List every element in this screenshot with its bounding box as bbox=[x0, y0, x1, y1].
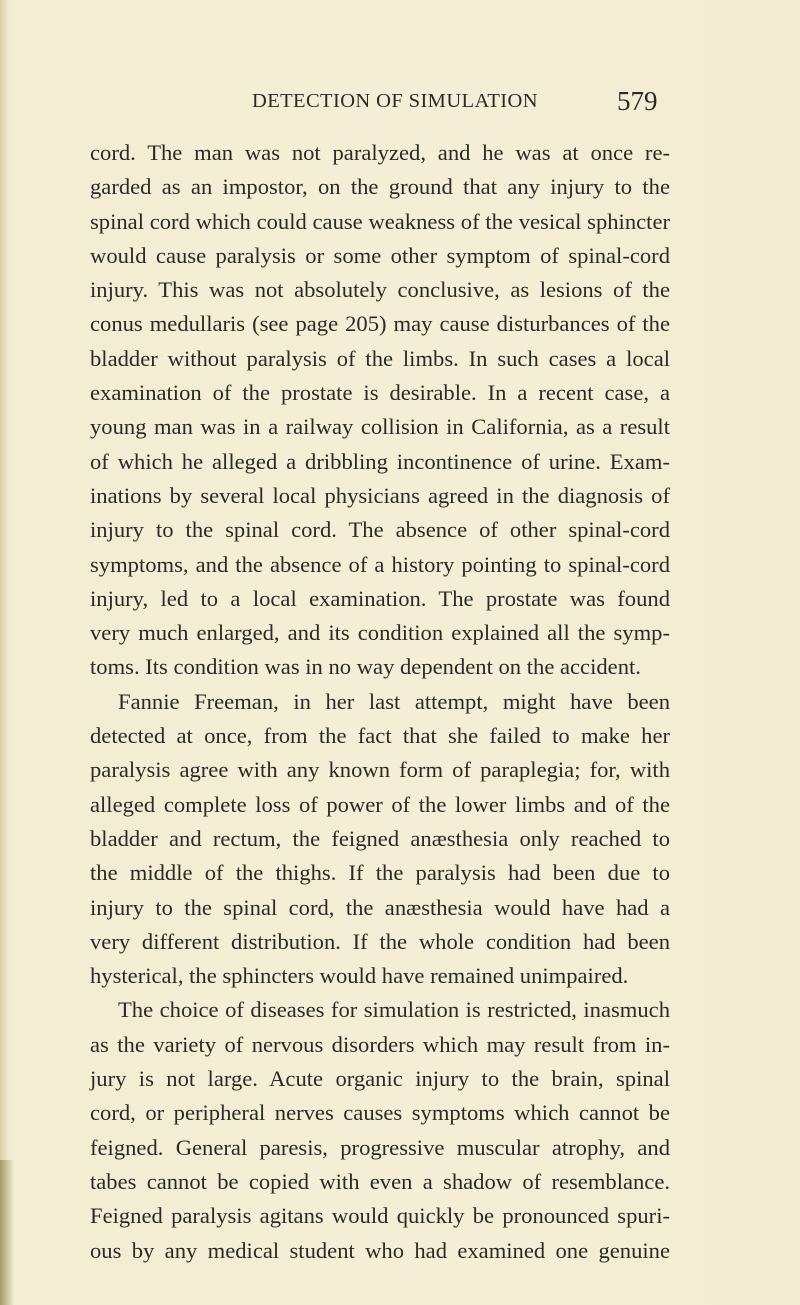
text-line: very different distribution. If the whole condition had been bbox=[90, 928, 670, 954]
text-line: detected at once, from the fact that she failed to make her bbox=[90, 723, 670, 749]
text-line: examination of the prostate is desirable. In a recent case, a bbox=[90, 380, 670, 406]
text-line: toms. Its condition was in no way dependent on the accident. bbox=[90, 654, 641, 680]
text-line: of which he alleged a dribbling incontinence of urine. Exam- bbox=[90, 448, 670, 474]
text-line: very much enlarged, and its condition explained all the symp- bbox=[90, 620, 670, 646]
text-line: inations by several local physicians agreed in the diagnosis of bbox=[90, 482, 670, 508]
text-line: would cause paralysis or some other symptom of spinal-cord bbox=[90, 242, 670, 268]
gutter-shadow-bottom bbox=[0, 1160, 14, 1305]
text-line: young man was in a railway collision in California, as a result bbox=[90, 414, 670, 440]
text-line: spinal cord which could cause weakness of the vesical sphincter bbox=[90, 208, 670, 234]
text-line: bladder without paralysis of the limbs. In such cases a local bbox=[90, 345, 670, 371]
text-line: conus medullaris (see page 205) may cause disturbances of the bbox=[90, 311, 670, 337]
text-line: The choice of diseases for simulation is restricted, inasmuch bbox=[118, 997, 670, 1023]
gutter-shadow bbox=[0, 0, 8, 1305]
text-line: Fannie Freeman, in her last attempt, might have been bbox=[118, 688, 670, 714]
text-line: jury is not large. Acute organic injury to the brain, spinal bbox=[90, 1066, 670, 1092]
text-line: paralysis agree with any known form of paraplegia; for, with bbox=[90, 757, 670, 783]
text-line: the middle of the thighs. If the paralysis had been due to bbox=[90, 860, 670, 886]
text-line: Feigned paralysis agitans would quickly be pronounced spuri- bbox=[90, 1203, 670, 1229]
page-number: 579 bbox=[617, 86, 658, 116]
text-line: cord. The man was not paralyzed, and he was at once re- bbox=[90, 140, 670, 165]
text-line: symptoms, and the absence of a history pointing to spinal-cord bbox=[90, 551, 670, 577]
text-line: cord, or peripheral nerves causes symptoms which cannot be bbox=[90, 1100, 670, 1126]
text-line: injury to the spinal cord, the anæsthesia would have had a bbox=[90, 894, 670, 920]
text-line: hysterical, the sphincters would have remained unimpaired. bbox=[90, 963, 629, 989]
text-line: bladder and rectum, the feigned anæsthesia only reached to bbox=[90, 825, 670, 851]
running-head: DETECTION OF SIMULATION bbox=[252, 90, 538, 112]
text-line: tabes cannot be copied with even a shadow of resemblance. bbox=[90, 1168, 670, 1194]
text-line: injury to the spinal cord. The absence of other spinal-cord bbox=[90, 517, 670, 543]
text-line: alleged complete loss of power of the lower limbs and of the bbox=[90, 791, 670, 817]
text-line: ous by any medical student who had examined one genuine bbox=[90, 1237, 670, 1263]
text-line: injury, led to a local examination. The prostate was found bbox=[90, 585, 670, 611]
text-line: garded as an impostor, on the ground that any injury to the bbox=[90, 174, 670, 200]
body-text bbox=[90, 136, 670, 1268]
page-header bbox=[0, 86, 800, 130]
text-line: injury. This was not absolutely conclusive, as lesions of the bbox=[90, 277, 670, 303]
text-line: feigned. General paresis, progressive muscular atrophy, and bbox=[90, 1134, 670, 1160]
text-line: as the variety of nervous disorders which may result from in- bbox=[90, 1031, 670, 1057]
